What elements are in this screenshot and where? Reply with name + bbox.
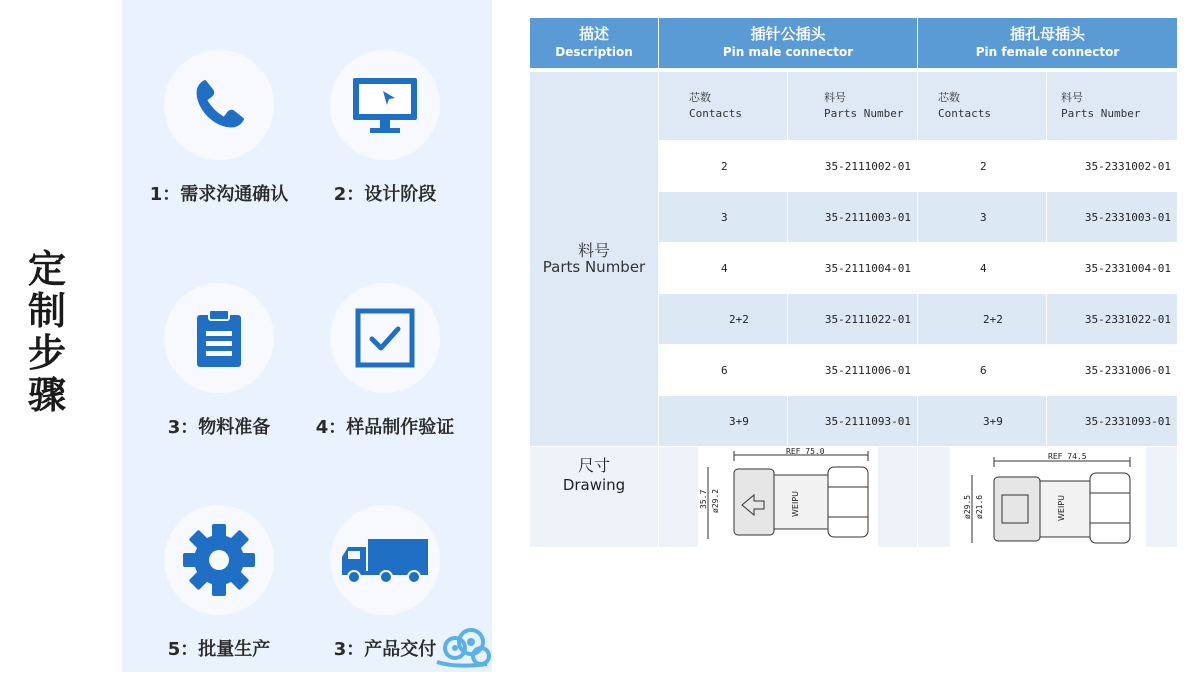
table-row: 3 35-2111003-01 3 35-2331003-01 <box>530 192 1178 243</box>
male-drawing-cell <box>659 447 918 548</box>
step-4 <box>300 283 470 439</box>
svg-text:35.7: 35.7 <box>699 489 708 509</box>
parts-number-label: 料号 Parts Number <box>530 72 659 447</box>
cloud-decoration-icon <box>435 622 493 670</box>
svg-text:REF 74.5: REF 74.5 <box>1047 452 1087 461</box>
svg-text:REF 75.0: REF 75.0 <box>786 447 825 456</box>
svg-text:ø21.6: ø21.6 <box>974 494 984 519</box>
male-connector-drawing <box>698 447 878 547</box>
drawing-label: 尺寸 Drawing <box>530 447 659 548</box>
svg-text:WEIPU: WEIPU <box>791 490 800 517</box>
table-row: 2+2 35-2111022-01 2+2 35-2331022-01 <box>530 294 1178 345</box>
step-label: 3：产品交付 <box>333 639 437 660</box>
female-drawing-cell <box>918 447 1178 548</box>
checkbox-icon <box>354 307 416 369</box>
header-male: 插针公插头 Pin male connector <box>659 18 918 69</box>
steps-panel <box>122 0 492 672</box>
subheader-parts-number: 料号 Parts Number <box>1047 72 1178 141</box>
clipboard-icon <box>194 307 244 369</box>
table-row: 3+9 35-2111093-01 3+9 35-2331093-01 <box>530 396 1178 447</box>
page-vertical-title: 定制步骤 <box>27 247 66 417</box>
step-2 <box>300 50 470 206</box>
header-female: 插孔母插头 Pin female connector <box>918 18 1178 69</box>
table-row: 4 35-2111004-01 4 35-2331004-01 <box>530 243 1178 294</box>
table-row: 2 35-2111002-01 2 35-2331002-01 <box>530 141 1178 192</box>
step-label: 5：批量生产 <box>167 639 271 660</box>
monitor-icon <box>350 74 420 136</box>
header-description: 描述 Description <box>530 18 659 69</box>
step-1 <box>134 50 304 206</box>
gear-icon <box>182 523 256 597</box>
svg-text:WEIPU: WEIPU <box>1056 494 1066 521</box>
svg-text:ø29.2: ø29.2 <box>711 488 720 513</box>
step-label: 3：物料准备 <box>167 417 271 438</box>
truck-icon <box>340 535 430 585</box>
step-3 <box>134 283 304 439</box>
female-connector-drawing <box>950 447 1146 547</box>
table-row: 6 35-2111006-01 6 35-2331006-01 <box>530 345 1178 396</box>
step-label: 4：样品制作验证 <box>315 417 455 438</box>
subheader-parts-number: 料号 Parts Number <box>788 72 918 141</box>
subheader-contacts: 芯数 Contacts <box>918 72 1047 141</box>
phone-icon <box>188 74 250 136</box>
step-label: 2：设计阶段 <box>333 184 437 205</box>
subheader-contacts: 芯数 Contacts <box>659 72 788 141</box>
spec-table <box>529 17 1178 548</box>
step-5 <box>134 505 304 661</box>
step-label: 1：需求沟通确认 <box>149 184 289 205</box>
svg-text:ø29.5: ø29.5 <box>962 494 972 519</box>
